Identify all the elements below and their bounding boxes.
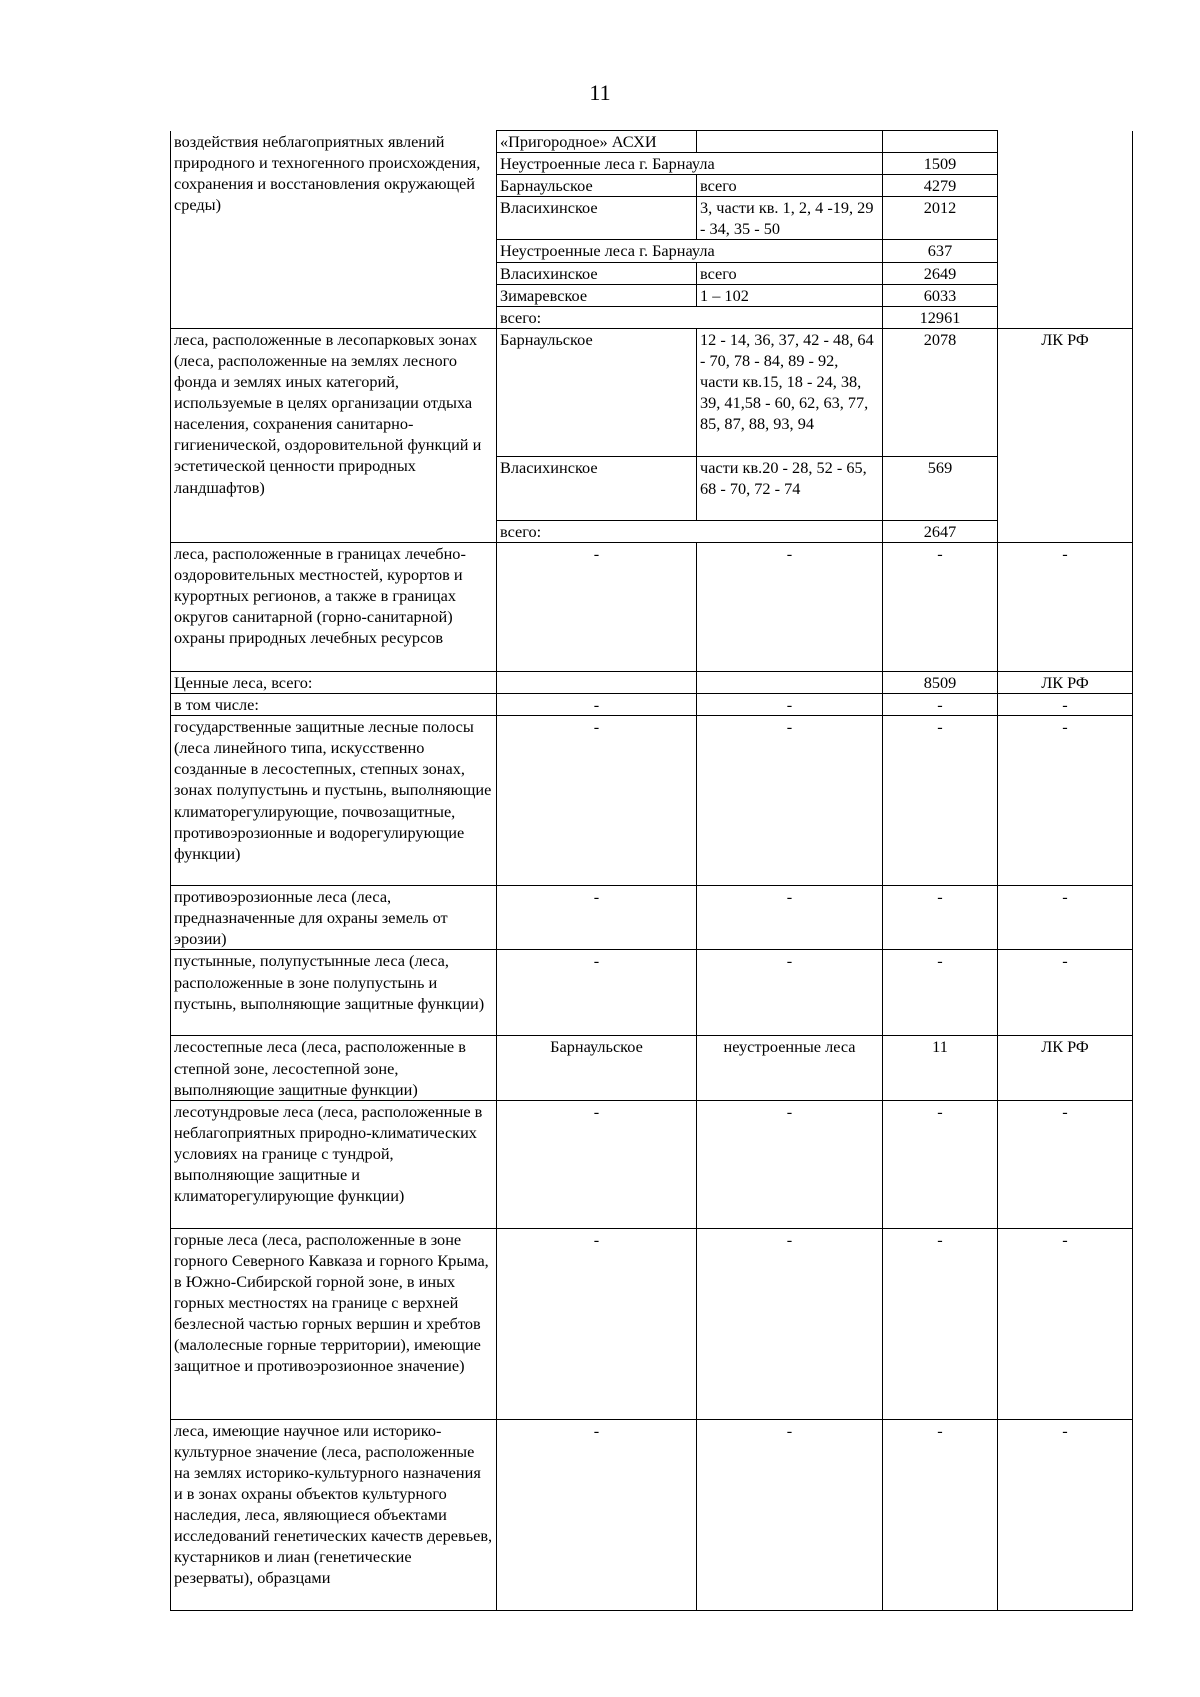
quarters-cell: части кв.20 - 28, 52 - 65, 68 - 70, 72 - 74 xyxy=(697,456,883,520)
area-cell: 569 xyxy=(883,456,998,520)
forestry-cell: - xyxy=(497,1100,697,1228)
area-cell: - xyxy=(883,716,998,886)
category-cell: леса, имеющие научное или историко-культурное значение (леса, расположенные на землях историко-культурного назначения и в зонах охраны объектов культурного наследия, леса, являющиеся объектами исследований генетических качеств деревьев, кустарников и лиан (генетические резерваты), образцами xyxy=(171,1419,497,1610)
area-total-cell: 2647 xyxy=(883,520,998,542)
basis-cell: ЛК РФ xyxy=(998,671,1133,693)
area-cell: - xyxy=(883,950,998,1036)
forestry-cell: - xyxy=(497,542,697,671)
table-row xyxy=(171,671,1133,693)
quarters-cell: - xyxy=(697,950,883,1036)
area-cell: - xyxy=(883,1228,998,1419)
table-row xyxy=(171,1228,1133,1419)
quarters-cell: неустроенные леса xyxy=(697,1036,883,1100)
table-row xyxy=(171,131,1133,153)
quarters-cell: 12 - 14, 36, 37, 42 - 48, 64 - 70, 78 - 84, 89 - 92, части кв.15, 18 - 24, 38, 39, 41,58 - 60, 62, 63, 77, 85, 87, 88, 93, 94 xyxy=(697,328,883,456)
forestry-cell: «Пригородное» АСХИ xyxy=(497,131,697,153)
category-cell: лесотундровые леса (леса, расположенные в неблагоприятных природно-климатических условиях на границе с тундрой, выполняющие защитные и климаторегулирующие функции) xyxy=(171,1100,497,1228)
table-row xyxy=(171,1419,1133,1610)
forestry-cell: Барнаульское xyxy=(497,328,697,456)
basis-cell: - xyxy=(998,1100,1133,1228)
area-cell: 2012 xyxy=(883,197,998,240)
basis-cell: - xyxy=(998,950,1133,1036)
basis-cell: - xyxy=(998,886,1133,950)
area-cell: 6033 xyxy=(883,284,998,306)
quarters-cell: всего xyxy=(697,175,883,197)
area-cell: 2649 xyxy=(883,262,998,284)
category-cell: горные леса (леса, расположенные в зоне горного Северного Кавказа и горного Крыма, в Южно-Сибирской горной зоне, в иных горных местностях на границе с верхней безлесной частью горных вершин и хребтов (малолесные горные территории), имеющие защитное и противоэрозионное значение) xyxy=(171,1228,497,1419)
quarters-cell: - xyxy=(697,1100,883,1228)
forestry-cell xyxy=(497,671,697,693)
quarters-cell: - xyxy=(697,1228,883,1419)
quarters-cell: всего xyxy=(697,262,883,284)
forestry-cell: Власихинское xyxy=(497,197,697,240)
area-cell: 8509 xyxy=(883,671,998,693)
forestry-cell: Власихинское xyxy=(497,456,697,520)
category-cell: лесостепные леса (леса, расположенные в степной зоне, лесостепной зоне, выполняющие защитные функции) xyxy=(171,1036,497,1100)
basis-cell: - xyxy=(998,542,1133,671)
table-row xyxy=(171,1036,1133,1100)
basis-cell: ЛК РФ xyxy=(998,1036,1133,1100)
category-cell: государственные защитные лесные полосы (леса линейного типа, искусственно созданные в лесостепных, степных зонах, зонах полупустынь и пустынь, выполняющие климаторегулирующие, почвозащитные, противоэрозионные и водорегулирующие функции) xyxy=(171,716,497,886)
quarters-cell: 3, части кв. 1, 2, 4 -19, 29 - 34, 35 - 50 xyxy=(697,197,883,240)
area-cell xyxy=(883,131,998,153)
category-cell: воздействия неблагоприятных явлений природного и техногенного происхождения, сохранения и восстановления окружающей среды) xyxy=(171,131,497,329)
basis-cell: - xyxy=(998,694,1133,716)
quarters-cell: - xyxy=(697,716,883,886)
basis-cell: ЛК РФ xyxy=(998,328,1133,542)
table-row xyxy=(171,716,1133,886)
quarters-cell: - xyxy=(697,1419,883,1610)
total-label-cell: всего: xyxy=(497,520,883,542)
forestry-cell: Зимаревское xyxy=(497,284,697,306)
area-cell: 1509 xyxy=(883,153,998,175)
forestry-cell: Неустроенные леса г. Барнаула xyxy=(497,153,883,175)
area-cell: 4279 xyxy=(883,175,998,197)
area-total-cell: 12961 xyxy=(883,306,998,328)
category-cell: пустынные, полупустынные леса (леса, расположенные в зоне полупустынь и пустынь, выполняющие защитные функции) xyxy=(171,950,497,1036)
forestry-cell: - xyxy=(497,1228,697,1419)
area-cell: 2078 xyxy=(883,328,998,456)
forestry-cell: Барнаульское xyxy=(497,175,697,197)
category-cell: в том числе: xyxy=(171,694,497,716)
quarters-cell: - xyxy=(697,542,883,671)
area-cell: - xyxy=(883,694,998,716)
forestry-cell: - xyxy=(497,716,697,886)
forestry-cell: - xyxy=(497,694,697,716)
forestry-cell: Власихинское xyxy=(497,262,697,284)
basis-cell: - xyxy=(998,716,1133,886)
category-cell: Ценные леса, всего: xyxy=(171,671,497,693)
area-cell: - xyxy=(883,1419,998,1610)
category-cell: леса, расположенные в лесопарковых зонах (леса, расположенные на землях лесного фонда и землях иных категорий, используемые в целях организации отдыха населения, сохранения санитарно-гигиенической, оздоровительной функций и эстетической ценности природных ландшафтов) xyxy=(171,328,497,542)
page-number: 11 xyxy=(589,80,611,105)
table-row xyxy=(171,542,1133,671)
quarters-cell: - xyxy=(697,694,883,716)
table-row xyxy=(171,328,1133,456)
quarters-cell: - xyxy=(697,886,883,950)
quarters-cell: 1 – 102 xyxy=(697,284,883,306)
category-cell: леса, расположенные в границах лечебно-оздоровительных местностей, курортов и курортных регионов, а также в границах округов санитарной (горно-санитарной) охраны природных лечебных ресурсов xyxy=(171,542,497,671)
area-cell: - xyxy=(883,1100,998,1228)
basis-cell: - xyxy=(998,1419,1133,1610)
category-cell: противоэрозионные леса (леса, предназначенные для охраны земель от эрозии) xyxy=(171,886,497,950)
forestry-cell: - xyxy=(497,950,697,1036)
table-row xyxy=(171,694,1133,716)
table-row xyxy=(171,950,1133,1036)
forestry-cell: - xyxy=(497,886,697,950)
forestry-cell: - xyxy=(497,1419,697,1610)
quarters-cell xyxy=(697,131,883,153)
total-label-cell: всего: xyxy=(497,306,883,328)
forestry-cell: Неустроенные леса г. Барнаула xyxy=(497,240,883,262)
area-cell: - xyxy=(883,886,998,950)
basis-cell: - xyxy=(998,1228,1133,1419)
forestry-cell: Барнаульское xyxy=(497,1036,697,1100)
table-row xyxy=(171,886,1133,950)
basis-cell xyxy=(998,131,1133,329)
area-cell: 11 xyxy=(883,1036,998,1100)
area-cell: - xyxy=(883,542,998,671)
forest-protection-table xyxy=(170,130,1133,1611)
area-cell: 637 xyxy=(883,240,998,262)
table-row xyxy=(171,1100,1133,1228)
quarters-cell xyxy=(697,671,883,693)
